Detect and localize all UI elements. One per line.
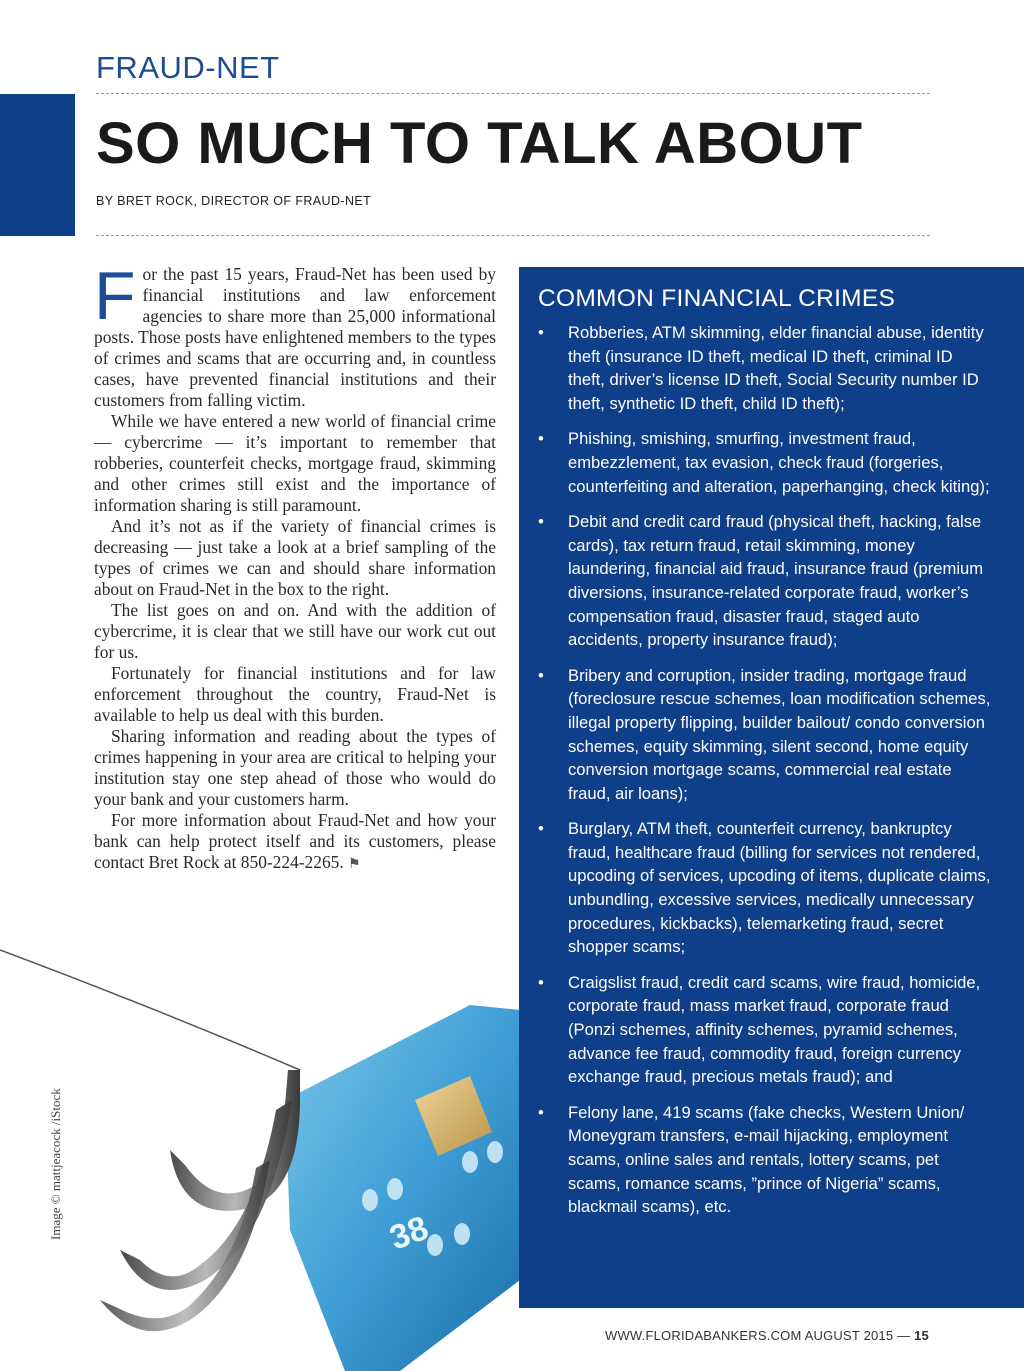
- article-paragraph: Sharing information and reading about the types of crimes happening in your area are critical to helping your institution stay one step ahead of those who would do your bank and your customers harm.: [94, 726, 496, 809]
- common-crimes-sidebar: [519, 267, 1024, 1308]
- drop-cap: F: [94, 258, 136, 334]
- page-title: SO MUCH TO TALK ABOUT: [96, 111, 863, 176]
- section-label: FRAUD-NET: [96, 50, 280, 85]
- article-paragraph: While we have entered a new world of financial crime — cybercrime — it’s important to remember that robberies, counterfeit checks, mortgage fraud, skimming and other crimes still exist and the importance of information sharing is still paramount.: [94, 411, 496, 515]
- bullet-icon: •: [538, 972, 544, 992]
- list-item: • Debit and credit card fraud (physical theft, hacking, false cards), tax return fraud, retail skimming, money laundering, financial aid fraud, insurance fraud (premium diversions, insurance-related corporate fraud, worker’s compensation fraud, disaster fraud, staged auto accidents, property insurance fraud);: [538, 512, 984, 650]
- bullet-icon: •: [538, 512, 544, 532]
- article-paragraph: And it’s not as if the variety of financial crimes is decreasing — just take a look at a brief sampling of the types of crimes we can and should share information about on Fraud-Net in the box to the right.: [94, 516, 496, 599]
- bullet-icon: •: [538, 1102, 544, 1122]
- page-footer: [605, 1328, 929, 1343]
- list-item: • Bribery and corruption, insider trading, mortgage fraud (foreclosure rescue schemes, loan modification schemes, illegal property flipping, builder bailout/ condo conversion schemes, equity skimming, silent second, home equity conversion mortgage scams, commercial real estate fraud, air loans);: [538, 665, 991, 803]
- fishhook-credit-card-photo: [0, 900, 520, 1371]
- crime-list: [538, 321, 994, 1219]
- article-paragraph: Fortunately for financial institutions and for law enforcement throughout the country, Fraud-Net is available to help us deal with this burden.: [94, 663, 496, 725]
- flag-icon: ⚑: [348, 857, 361, 872]
- byline: BY BRET ROCK, DIRECTOR OF FRAUD-NET: [96, 194, 372, 208]
- footer-site: WWW.FLORIDABANKERS.COM: [604, 1328, 802, 1343]
- article-paragraph: For the past 15 years, Fraud-Net has been used by financial institutions and law enforcement agencies to share more than 25,000 informational posts. Those posts have enlightened members to the types of crimes and scams that are occurring and, in countless cases, have prevented financial institutions and their customers from falling victim.: [94, 258, 497, 410]
- bullet-icon: •: [538, 429, 544, 449]
- sidebar-title: COMMON FINANCIAL CRIMES: [538, 285, 896, 312]
- fishing-line: [0, 950, 300, 1070]
- article-paragraph: For more information about Fraud-Net and how your bank can help protect itself and its customers, please contact Bret Rock at 850-224-2265. ⚑: [94, 810, 496, 872]
- footer-issue: AUGUST 2015: [804, 1328, 894, 1343]
- image-credit: Image © mattjeacock /iStock: [48, 1088, 63, 1240]
- article-body: [94, 258, 497, 875]
- bullet-icon: •: [538, 665, 544, 685]
- bullet-icon: •: [538, 323, 544, 342]
- list-item: • Robberies, ATM skimming, elder financial abuse, identity theft (insurance ID theft, medical ID theft, criminal ID theft, driver’s license ID theft, Social Security number ID theft, synthetic ID theft, child ID theft);: [538, 323, 984, 413]
- bullet-icon: •: [538, 819, 544, 839]
- bottom-divider: [96, 235, 930, 236]
- list-item: • Burglary, ATM theft, counterfeit currency, bankruptcy fraud, healthcare fraud (billing for services not rendered, upcoding of services, upcoding of items, duplicate claims, unbundling, excessive services, medically unnecessary procedures, kickbacks), telemarketing fraud, secret shopper scams;: [538, 819, 991, 957]
- page-number: 15: [914, 1328, 929, 1343]
- list-item: • Phishing, smishing, smurfing, investment fraud, embezzlement, tax evasion, check fraud (forgeries, counterfeiting and alteration, paperhanging, check kiting);: [538, 429, 990, 496]
- footer-separator: —: [897, 1328, 911, 1343]
- list-item: • Craigslist fraud, credit card scams, wire fraud, homicide, corporate fraud, mass market fraud, corporate fraud (Ponzi schemes, affinity schemes, pyramid schemes, advance fee fraud, commodity fraud, foreign currency exchange fraud, precious metals fraud); and: [538, 972, 981, 1087]
- list-item: • Felony lane, 419 scams (fake checks, Western Union/ Moneygram transfers, e-mail hijacking, employment scams, online sales and rentals, lottery scams, pet scams, romance scams, ”prince of Nigeria” scams, blackmail scams), etc.: [538, 1102, 965, 1217]
- section-color-tab: [0, 94, 75, 236]
- top-divider: [96, 93, 930, 94]
- card-digits: 38: [384, 1208, 434, 1258]
- article-paragraph: The list goes on and on. And with the addition of cybercrime, it is clear that we still have our work cut out for us.: [94, 600, 496, 662]
